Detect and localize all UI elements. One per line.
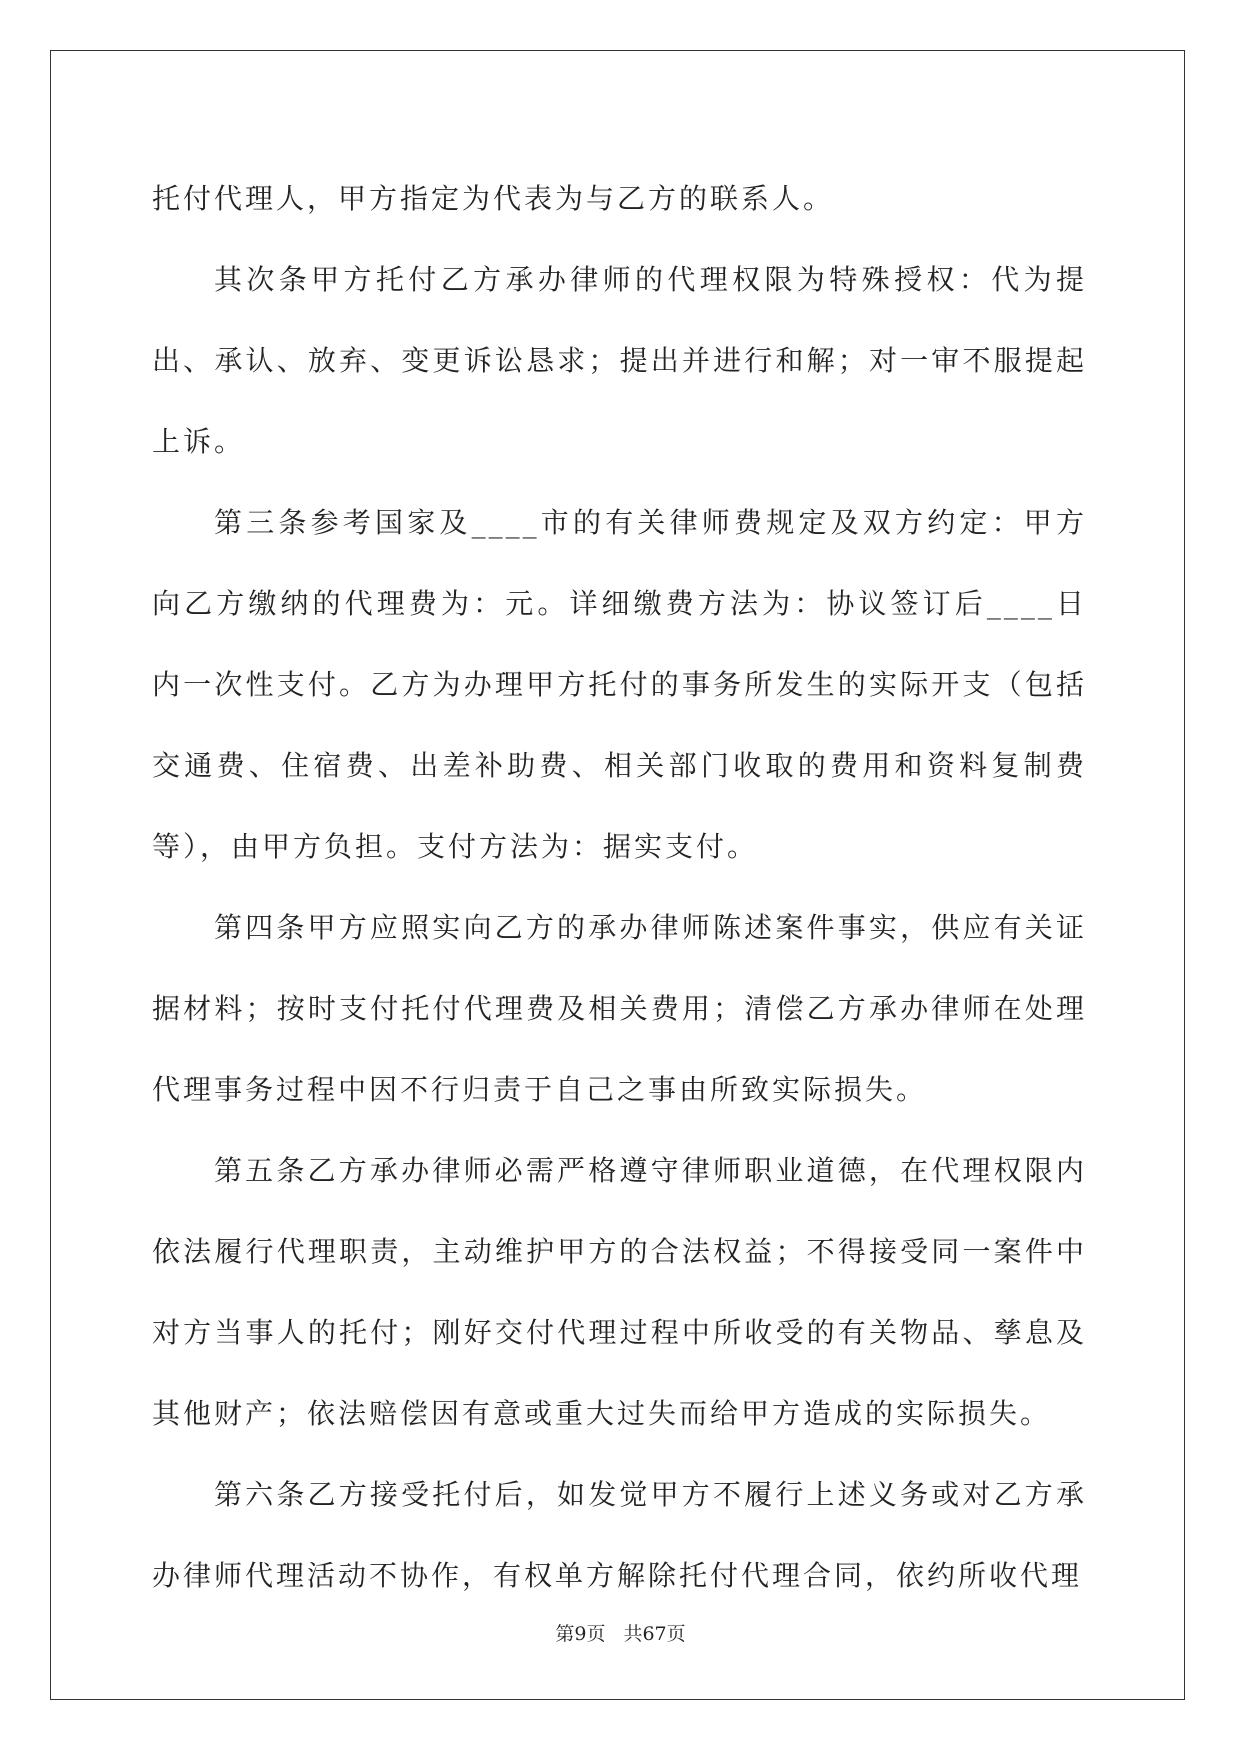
paragraph-continuation: 托付代理人，甲方指定为代表为与乙方的联系人。 bbox=[152, 182, 835, 215]
page-total: 共67页 bbox=[623, 1623, 686, 1645]
paragraph-article-6: 第六条乙方接受托付后，如发觉甲方不履行上述义务或对乙方承办律师代理活动不协作，有权单方解除托付代理合同，依约所收代理 bbox=[152, 1478, 1087, 1592]
page-number: 第9页 bbox=[555, 1623, 606, 1645]
paragraph-article-2: 其次条甲方托付乙方承办律师的代理权限为特殊授权：代为提出、承认、放弃、变更诉讼恳求；提出并进行和解；对一审不服提起上诉。 bbox=[152, 263, 1087, 458]
paragraph-article-3: 第三条参考国家及____市的有关律师费规定及双方约定：甲方向乙方缴纳的代理费为：元。详细缴费方法为：协议签订后____日内一次性支付。乙方为办理甲方托付的事务所发生的实际开支（包括交通费、住宿费、出差补助费、相关部门收取的费用和资料复制费等），由甲方负担。支付方法为：据实支付。 bbox=[152, 506, 1087, 863]
paragraph-article-5: 第五条乙方承办律师必需严格遵守律师职业道德，在代理权限内依法履行代理职责，主动维护甲方的合法权益；不得接受同一案件中对方当事人的托付；刚好交付代理过程中所收受的有关物品、孳息及其他财产；依法赔偿因有意或重大过失而给甲方造成的实际损失。 bbox=[152, 1154, 1087, 1430]
document-body bbox=[152, 158, 1087, 1616]
page-footer bbox=[0, 1622, 1241, 1646]
paragraph-article-4: 第四条甲方应照实向乙方的承办律师陈述案件事实，供应有关证据材料；按时支付托付代理费及相关费用；清偿乙方承办律师在处理代理事务过程中因不行归责于自己之事由所致实际损失。 bbox=[152, 911, 1087, 1106]
